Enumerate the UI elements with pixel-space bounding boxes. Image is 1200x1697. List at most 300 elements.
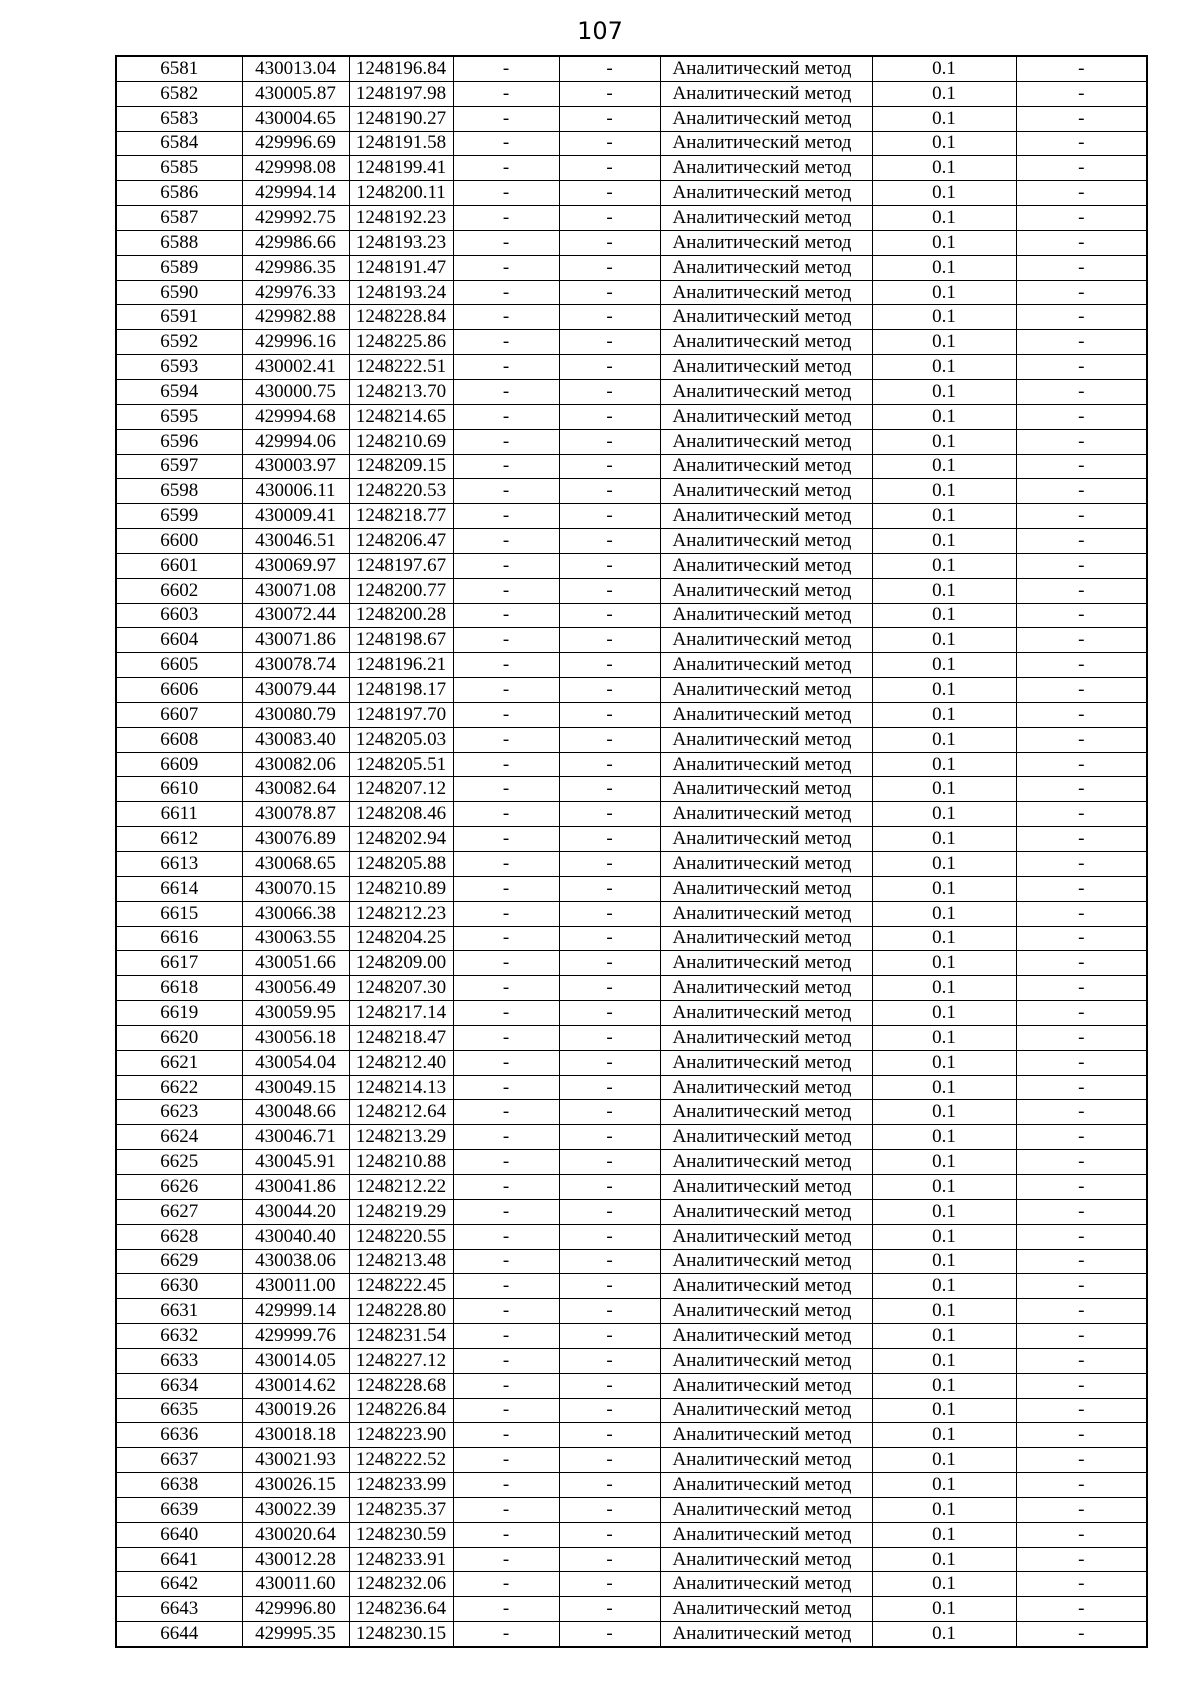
x-coordinate-cell: 430054.04 <box>242 1050 349 1075</box>
table-row <box>116 529 1147 554</box>
accuracy-cell: 0.1 <box>872 1547 1016 1572</box>
x-coordinate-cell: 430082.06 <box>242 752 349 777</box>
table-row <box>116 305 1147 330</box>
method-cell: Аналитический метод <box>660 230 872 255</box>
table-row <box>116 1324 1147 1349</box>
x-coordinate-cell: 429994.14 <box>242 181 349 206</box>
empty-cell-3: - <box>1016 951 1147 976</box>
empty-cell-2: - <box>559 206 660 231</box>
empty-cell-1: - <box>453 1497 559 1522</box>
empty-cell-1: - <box>453 504 559 529</box>
x-coordinate-cell: 430044.20 <box>242 1199 349 1224</box>
x-coordinate-cell: 430080.79 <box>242 702 349 727</box>
table-row <box>116 951 1147 976</box>
method-cell: Аналитический метод <box>660 454 872 479</box>
empty-cell-2: - <box>559 702 660 727</box>
point-number-cell: 6586 <box>116 181 242 206</box>
empty-cell-1: - <box>453 777 559 802</box>
empty-cell-3: - <box>1016 1324 1147 1349</box>
empty-cell-2: - <box>559 379 660 404</box>
empty-cell-1: - <box>453 106 559 131</box>
y-coordinate-cell: 1248199.41 <box>349 156 453 181</box>
table-row <box>116 628 1147 653</box>
accuracy-cell: 0.1 <box>872 1224 1016 1249</box>
empty-cell-3: - <box>1016 305 1147 330</box>
table-row <box>116 280 1147 305</box>
method-cell: Аналитический метод <box>660 926 872 951</box>
point-number-cell: 6585 <box>116 156 242 181</box>
table-row <box>116 1174 1147 1199</box>
empty-cell-1: - <box>453 1423 559 1448</box>
accuracy-cell: 0.1 <box>872 1075 1016 1100</box>
empty-cell-1: - <box>453 553 559 578</box>
method-cell: Аналитический метод <box>660 1249 872 1274</box>
empty-cell-2: - <box>559 454 660 479</box>
empty-cell-1: - <box>453 628 559 653</box>
x-coordinate-cell: 430040.40 <box>242 1224 349 1249</box>
method-cell: Аналитический метод <box>660 1324 872 1349</box>
y-coordinate-cell: 1248232.06 <box>349 1572 453 1597</box>
table-row <box>116 1448 1147 1473</box>
x-coordinate-cell: 430049.15 <box>242 1075 349 1100</box>
method-cell: Аналитический метод <box>660 1274 872 1299</box>
table-row <box>116 578 1147 603</box>
empty-cell-1: - <box>453 901 559 926</box>
empty-cell-1: - <box>453 81 559 106</box>
empty-cell-3: - <box>1016 230 1147 255</box>
accuracy-cell: 0.1 <box>872 951 1016 976</box>
empty-cell-2: - <box>559 1547 660 1572</box>
empty-cell-2: - <box>559 578 660 603</box>
point-number-cell: 6620 <box>116 1025 242 1050</box>
table-row <box>116 1001 1147 1026</box>
x-coordinate-cell: 430045.91 <box>242 1150 349 1175</box>
accuracy-cell: 0.1 <box>872 1572 1016 1597</box>
empty-cell-1: - <box>453 1100 559 1125</box>
table-row <box>116 1423 1147 1448</box>
empty-cell-1: - <box>453 603 559 628</box>
table-row <box>116 653 1147 678</box>
x-coordinate-cell: 430082.64 <box>242 777 349 802</box>
empty-cell-1: - <box>453 454 559 479</box>
point-number-cell: 6618 <box>116 976 242 1001</box>
x-coordinate-cell: 430071.86 <box>242 628 349 653</box>
point-number-cell: 6593 <box>116 355 242 380</box>
point-number-cell: 6606 <box>116 678 242 703</box>
empty-cell-1: - <box>453 131 559 156</box>
x-coordinate-cell: 430056.49 <box>242 976 349 1001</box>
empty-cell-3: - <box>1016 1373 1147 1398</box>
accuracy-cell: 0.1 <box>872 578 1016 603</box>
point-number-cell: 6633 <box>116 1348 242 1373</box>
point-number-cell: 6632 <box>116 1324 242 1349</box>
method-cell: Аналитический метод <box>660 379 872 404</box>
table-row <box>116 727 1147 752</box>
accuracy-cell: 0.1 <box>872 553 1016 578</box>
y-coordinate-cell: 1248213.70 <box>349 379 453 404</box>
accuracy-cell: 0.1 <box>872 156 1016 181</box>
empty-cell-1: - <box>453 404 559 429</box>
empty-cell-1: - <box>453 1125 559 1150</box>
empty-cell-2: - <box>559 1497 660 1522</box>
empty-cell-1: - <box>453 1075 559 1100</box>
empty-cell-2: - <box>559 1398 660 1423</box>
method-cell: Аналитический метод <box>660 1075 872 1100</box>
point-number-cell: 6588 <box>116 230 242 255</box>
empty-cell-2: - <box>559 1274 660 1299</box>
y-coordinate-cell: 1248196.84 <box>349 56 453 81</box>
y-coordinate-cell: 1248228.84 <box>349 305 453 330</box>
empty-cell-2: - <box>559 1100 660 1125</box>
empty-cell-1: - <box>453 852 559 877</box>
coordinates-table <box>115 55 1148 1648</box>
x-coordinate-cell: 430070.15 <box>242 876 349 901</box>
method-cell: Аналитический метод <box>660 1050 872 1075</box>
empty-cell-1: - <box>453 230 559 255</box>
y-coordinate-cell: 1248205.03 <box>349 727 453 752</box>
point-number-cell: 6617 <box>116 951 242 976</box>
method-cell: Аналитический метод <box>660 628 872 653</box>
empty-cell-1: - <box>453 1174 559 1199</box>
point-number-cell: 6636 <box>116 1423 242 1448</box>
point-number-cell: 6621 <box>116 1050 242 1075</box>
empty-cell-2: - <box>559 1249 660 1274</box>
table-body <box>116 56 1147 1647</box>
accuracy-cell: 0.1 <box>872 628 1016 653</box>
y-coordinate-cell: 1248228.80 <box>349 1299 453 1324</box>
empty-cell-1: - <box>453 653 559 678</box>
empty-cell-1: - <box>453 727 559 752</box>
empty-cell-1: - <box>453 802 559 827</box>
method-cell: Аналитический метод <box>660 1125 872 1150</box>
point-number-cell: 6610 <box>116 777 242 802</box>
empty-cell-1: - <box>453 578 559 603</box>
table-row <box>116 1572 1147 1597</box>
accuracy-cell: 0.1 <box>872 827 1016 852</box>
table-row <box>116 131 1147 156</box>
empty-cell-3: - <box>1016 1423 1147 1448</box>
accuracy-cell: 0.1 <box>872 1025 1016 1050</box>
accuracy-cell: 0.1 <box>872 379 1016 404</box>
accuracy-cell: 0.1 <box>872 1050 1016 1075</box>
table-row <box>116 926 1147 951</box>
method-cell: Аналитический метод <box>660 56 872 81</box>
empty-cell-1: - <box>453 702 559 727</box>
empty-cell-1: - <box>453 1398 559 1423</box>
accuracy-cell: 0.1 <box>872 81 1016 106</box>
empty-cell-2: - <box>559 330 660 355</box>
empty-cell-3: - <box>1016 976 1147 1001</box>
accuracy-cell: 0.1 <box>872 504 1016 529</box>
empty-cell-2: - <box>559 603 660 628</box>
empty-cell-1: - <box>453 56 559 81</box>
y-coordinate-cell: 1248207.12 <box>349 777 453 802</box>
table-row <box>116 1100 1147 1125</box>
y-coordinate-cell: 1248230.59 <box>349 1522 453 1547</box>
accuracy-cell: 0.1 <box>872 131 1016 156</box>
y-coordinate-cell: 1248207.30 <box>349 976 453 1001</box>
empty-cell-3: - <box>1016 827 1147 852</box>
point-number-cell: 6609 <box>116 752 242 777</box>
empty-cell-1: - <box>453 1150 559 1175</box>
x-coordinate-cell: 429994.68 <box>242 404 349 429</box>
table-row <box>116 1224 1147 1249</box>
method-cell: Аналитический метод <box>660 777 872 802</box>
method-cell: Аналитический метод <box>660 603 872 628</box>
y-coordinate-cell: 1248218.47 <box>349 1025 453 1050</box>
empty-cell-1: - <box>453 1274 559 1299</box>
empty-cell-1: - <box>453 1249 559 1274</box>
table-row <box>116 81 1147 106</box>
y-coordinate-cell: 1248233.91 <box>349 1547 453 1572</box>
method-cell: Аналитический метод <box>660 131 872 156</box>
empty-cell-3: - <box>1016 504 1147 529</box>
empty-cell-3: - <box>1016 1025 1147 1050</box>
point-number-cell: 6642 <box>116 1572 242 1597</box>
accuracy-cell: 0.1 <box>872 678 1016 703</box>
empty-cell-2: - <box>559 1473 660 1498</box>
accuracy-cell: 0.1 <box>872 280 1016 305</box>
point-number-cell: 6643 <box>116 1597 242 1622</box>
accuracy-cell: 0.1 <box>872 926 1016 951</box>
x-coordinate-cell: 430005.87 <box>242 81 349 106</box>
accuracy-cell: 0.1 <box>872 1348 1016 1373</box>
method-cell: Аналитический метод <box>660 827 872 852</box>
point-number-cell: 6584 <box>116 131 242 156</box>
table-row <box>116 1075 1147 1100</box>
empty-cell-2: - <box>559 355 660 380</box>
empty-cell-2: - <box>559 1075 660 1100</box>
x-coordinate-cell: 430079.44 <box>242 678 349 703</box>
empty-cell-2: - <box>559 131 660 156</box>
empty-cell-1: - <box>453 355 559 380</box>
x-coordinate-cell: 430069.97 <box>242 553 349 578</box>
y-coordinate-cell: 1248193.23 <box>349 230 453 255</box>
accuracy-cell: 0.1 <box>872 1324 1016 1349</box>
empty-cell-2: - <box>559 727 660 752</box>
point-number-cell: 6614 <box>116 876 242 901</box>
table-row <box>116 901 1147 926</box>
y-coordinate-cell: 1248205.88 <box>349 852 453 877</box>
point-number-cell: 6634 <box>116 1373 242 1398</box>
empty-cell-1: - <box>453 1224 559 1249</box>
method-cell: Аналитический метод <box>660 1522 872 1547</box>
empty-cell-2: - <box>559 752 660 777</box>
accuracy-cell: 0.1 <box>872 1373 1016 1398</box>
accuracy-cell: 0.1 <box>872 603 1016 628</box>
method-cell: Аналитический метод <box>660 578 872 603</box>
table-row <box>116 678 1147 703</box>
empty-cell-1: - <box>453 1547 559 1572</box>
method-cell: Аналитический метод <box>660 1348 872 1373</box>
y-coordinate-cell: 1248196.21 <box>349 653 453 678</box>
empty-cell-3: - <box>1016 280 1147 305</box>
empty-cell-2: - <box>559 1224 660 1249</box>
point-number-cell: 6641 <box>116 1547 242 1572</box>
accuracy-cell: 0.1 <box>872 479 1016 504</box>
empty-cell-1: - <box>453 1572 559 1597</box>
point-number-cell: 6603 <box>116 603 242 628</box>
y-coordinate-cell: 1248227.12 <box>349 1348 453 1373</box>
empty-cell-1: - <box>453 429 559 454</box>
empty-cell-3: - <box>1016 1150 1147 1175</box>
empty-cell-2: - <box>559 156 660 181</box>
point-number-cell: 6638 <box>116 1473 242 1498</box>
method-cell: Аналитический метод <box>660 1373 872 1398</box>
empty-cell-2: - <box>559 1423 660 1448</box>
table-row <box>116 106 1147 131</box>
y-coordinate-cell: 1248204.25 <box>349 926 453 951</box>
empty-cell-2: - <box>559 1373 660 1398</box>
point-number-cell: 6602 <box>116 578 242 603</box>
y-coordinate-cell: 1248231.54 <box>349 1324 453 1349</box>
empty-cell-1: - <box>453 379 559 404</box>
point-number-cell: 6592 <box>116 330 242 355</box>
point-number-cell: 6635 <box>116 1398 242 1423</box>
empty-cell-2: - <box>559 553 660 578</box>
method-cell: Аналитический метод <box>660 81 872 106</box>
y-coordinate-cell: 1248217.14 <box>349 1001 453 1026</box>
method-cell: Аналитический метод <box>660 1001 872 1026</box>
empty-cell-1: - <box>453 1025 559 1050</box>
x-coordinate-cell: 430002.41 <box>242 355 349 380</box>
y-coordinate-cell: 1248213.29 <box>349 1125 453 1150</box>
table-row <box>116 355 1147 380</box>
empty-cell-3: - <box>1016 156 1147 181</box>
empty-cell-3: - <box>1016 56 1147 81</box>
empty-cell-3: - <box>1016 1497 1147 1522</box>
empty-cell-3: - <box>1016 603 1147 628</box>
empty-cell-1: - <box>453 1597 559 1622</box>
x-coordinate-cell: 430013.04 <box>242 56 349 81</box>
table-row <box>116 1497 1147 1522</box>
empty-cell-2: - <box>559 529 660 554</box>
empty-cell-2: - <box>559 230 660 255</box>
empty-cell-2: - <box>559 504 660 529</box>
empty-cell-2: - <box>559 479 660 504</box>
empty-cell-1: - <box>453 1001 559 1026</box>
accuracy-cell: 0.1 <box>872 876 1016 901</box>
table-row <box>116 206 1147 231</box>
method-cell: Аналитический метод <box>660 529 872 554</box>
method-cell: Аналитический метод <box>660 1473 872 1498</box>
method-cell: Аналитический метод <box>660 976 872 1001</box>
point-number-cell: 6637 <box>116 1448 242 1473</box>
empty-cell-3: - <box>1016 678 1147 703</box>
accuracy-cell: 0.1 <box>872 1249 1016 1274</box>
empty-cell-1: - <box>453 1348 559 1373</box>
accuracy-cell: 0.1 <box>872 454 1016 479</box>
empty-cell-2: - <box>559 1572 660 1597</box>
empty-cell-3: - <box>1016 802 1147 827</box>
method-cell: Аналитический метод <box>660 206 872 231</box>
method-cell: Аналитический метод <box>660 305 872 330</box>
method-cell: Аналитический метод <box>660 1199 872 1224</box>
point-number-cell: 6622 <box>116 1075 242 1100</box>
point-number-cell: 6601 <box>116 553 242 578</box>
table-row <box>116 181 1147 206</box>
y-coordinate-cell: 1248210.88 <box>349 1150 453 1175</box>
method-cell: Аналитический метод <box>660 702 872 727</box>
accuracy-cell: 0.1 <box>872 1174 1016 1199</box>
accuracy-cell: 0.1 <box>872 976 1016 1001</box>
method-cell: Аналитический метод <box>660 255 872 280</box>
accuracy-cell: 0.1 <box>872 429 1016 454</box>
accuracy-cell: 0.1 <box>872 56 1016 81</box>
empty-cell-3: - <box>1016 479 1147 504</box>
point-number-cell: 6616 <box>116 926 242 951</box>
y-coordinate-cell: 1248197.67 <box>349 553 453 578</box>
accuracy-cell: 0.1 <box>872 355 1016 380</box>
method-cell: Аналитический метод <box>660 727 872 752</box>
table-row <box>116 1622 1147 1647</box>
x-coordinate-cell: 430051.66 <box>242 951 349 976</box>
point-number-cell: 6605 <box>116 653 242 678</box>
empty-cell-3: - <box>1016 355 1147 380</box>
y-coordinate-cell: 1248212.40 <box>349 1050 453 1075</box>
method-cell: Аналитический метод <box>660 1547 872 1572</box>
point-number-cell: 6600 <box>116 529 242 554</box>
empty-cell-2: - <box>559 1522 660 1547</box>
empty-cell-2: - <box>559 678 660 703</box>
empty-cell-3: - <box>1016 876 1147 901</box>
accuracy-cell: 0.1 <box>872 1299 1016 1324</box>
x-coordinate-cell: 430004.65 <box>242 106 349 131</box>
x-coordinate-cell: 429976.33 <box>242 280 349 305</box>
empty-cell-3: - <box>1016 702 1147 727</box>
empty-cell-2: - <box>559 1025 660 1050</box>
page-number: 107 <box>577 17 623 45</box>
table-row <box>116 1249 1147 1274</box>
x-coordinate-cell: 430046.51 <box>242 529 349 554</box>
y-coordinate-cell: 1248212.23 <box>349 901 453 926</box>
empty-cell-1: - <box>453 206 559 231</box>
empty-cell-3: - <box>1016 1125 1147 1150</box>
empty-cell-1: - <box>453 1522 559 1547</box>
x-coordinate-cell: 429996.16 <box>242 330 349 355</box>
empty-cell-2: - <box>559 1597 660 1622</box>
method-cell: Аналитический метод <box>660 355 872 380</box>
method-cell: Аналитический метод <box>660 1597 872 1622</box>
point-number-cell: 6615 <box>116 901 242 926</box>
empty-cell-3: - <box>1016 1473 1147 1498</box>
accuracy-cell: 0.1 <box>872 1001 1016 1026</box>
x-coordinate-cell: 430083.40 <box>242 727 349 752</box>
accuracy-cell: 0.1 <box>872 230 1016 255</box>
method-cell: Аналитический метод <box>660 181 872 206</box>
table-row <box>116 230 1147 255</box>
y-coordinate-cell: 1248228.68 <box>349 1373 453 1398</box>
y-coordinate-cell: 1248225.86 <box>349 330 453 355</box>
point-number-cell: 6624 <box>116 1125 242 1150</box>
y-coordinate-cell: 1248233.99 <box>349 1473 453 1498</box>
method-cell: Аналитический метод <box>660 951 872 976</box>
empty-cell-2: - <box>559 106 660 131</box>
empty-cell-1: - <box>453 305 559 330</box>
y-coordinate-cell: 1248214.65 <box>349 404 453 429</box>
method-cell: Аналитический метод <box>660 1224 872 1249</box>
empty-cell-3: - <box>1016 1274 1147 1299</box>
table-row <box>116 1199 1147 1224</box>
empty-cell-3: - <box>1016 752 1147 777</box>
accuracy-cell: 0.1 <box>872 852 1016 877</box>
empty-cell-1: - <box>453 951 559 976</box>
method-cell: Аналитический метод <box>660 156 872 181</box>
accuracy-cell: 0.1 <box>872 1398 1016 1423</box>
x-coordinate-cell: 429996.80 <box>242 1597 349 1622</box>
table-row <box>116 702 1147 727</box>
y-coordinate-cell: 1248214.13 <box>349 1075 453 1100</box>
